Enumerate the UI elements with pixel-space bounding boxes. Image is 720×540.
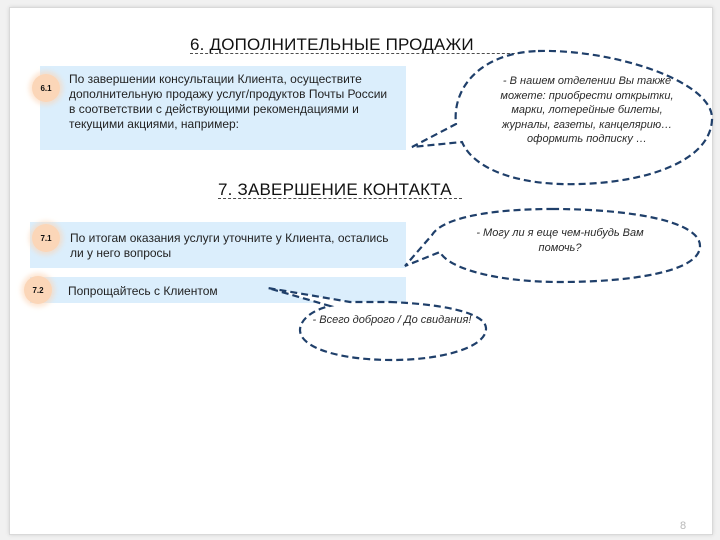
step-6-1-badge: 6.1 [32, 74, 60, 102]
section-7-title: 7. ЗАВЕРШЕНИЕ КОНТАКТА [218, 180, 452, 199]
step-7-2-text: Попрощайтесь с Клиентом [68, 284, 218, 298]
question-bubble-text: - Могу ли я еще чем-нибудь Вам помочь? [476, 227, 644, 254]
step-7-1-text: По итогам оказания услуги уточните у Клиента, остались ли у него вопросы [70, 231, 389, 260]
offer-bubble-text: - В нашем отделении Вы также можете: приобрести открытки, марки, лотерейные билеты, журналы, газеты, канцелярию… оформить подписку … [500, 75, 674, 145]
goodbye-bubble-text: - Всего доброго / До свидания! [312, 314, 472, 326]
page-number: 8 [680, 520, 687, 532]
section-6-title: 6. ДОПОЛНИТЕЛЬНЫЕ ПРОДАЖИ [190, 35, 474, 54]
step-7-2-badge: 7.2 [24, 276, 52, 304]
step-6-1-text: По завершении консультации Клиента, осуществите дополнительную продажу услуг/продуктов Почты России в соответствии с действующими рекомендациями и текущими акциями, например: [69, 72, 388, 131]
step-7-1-badge: 7.1 [32, 224, 60, 252]
